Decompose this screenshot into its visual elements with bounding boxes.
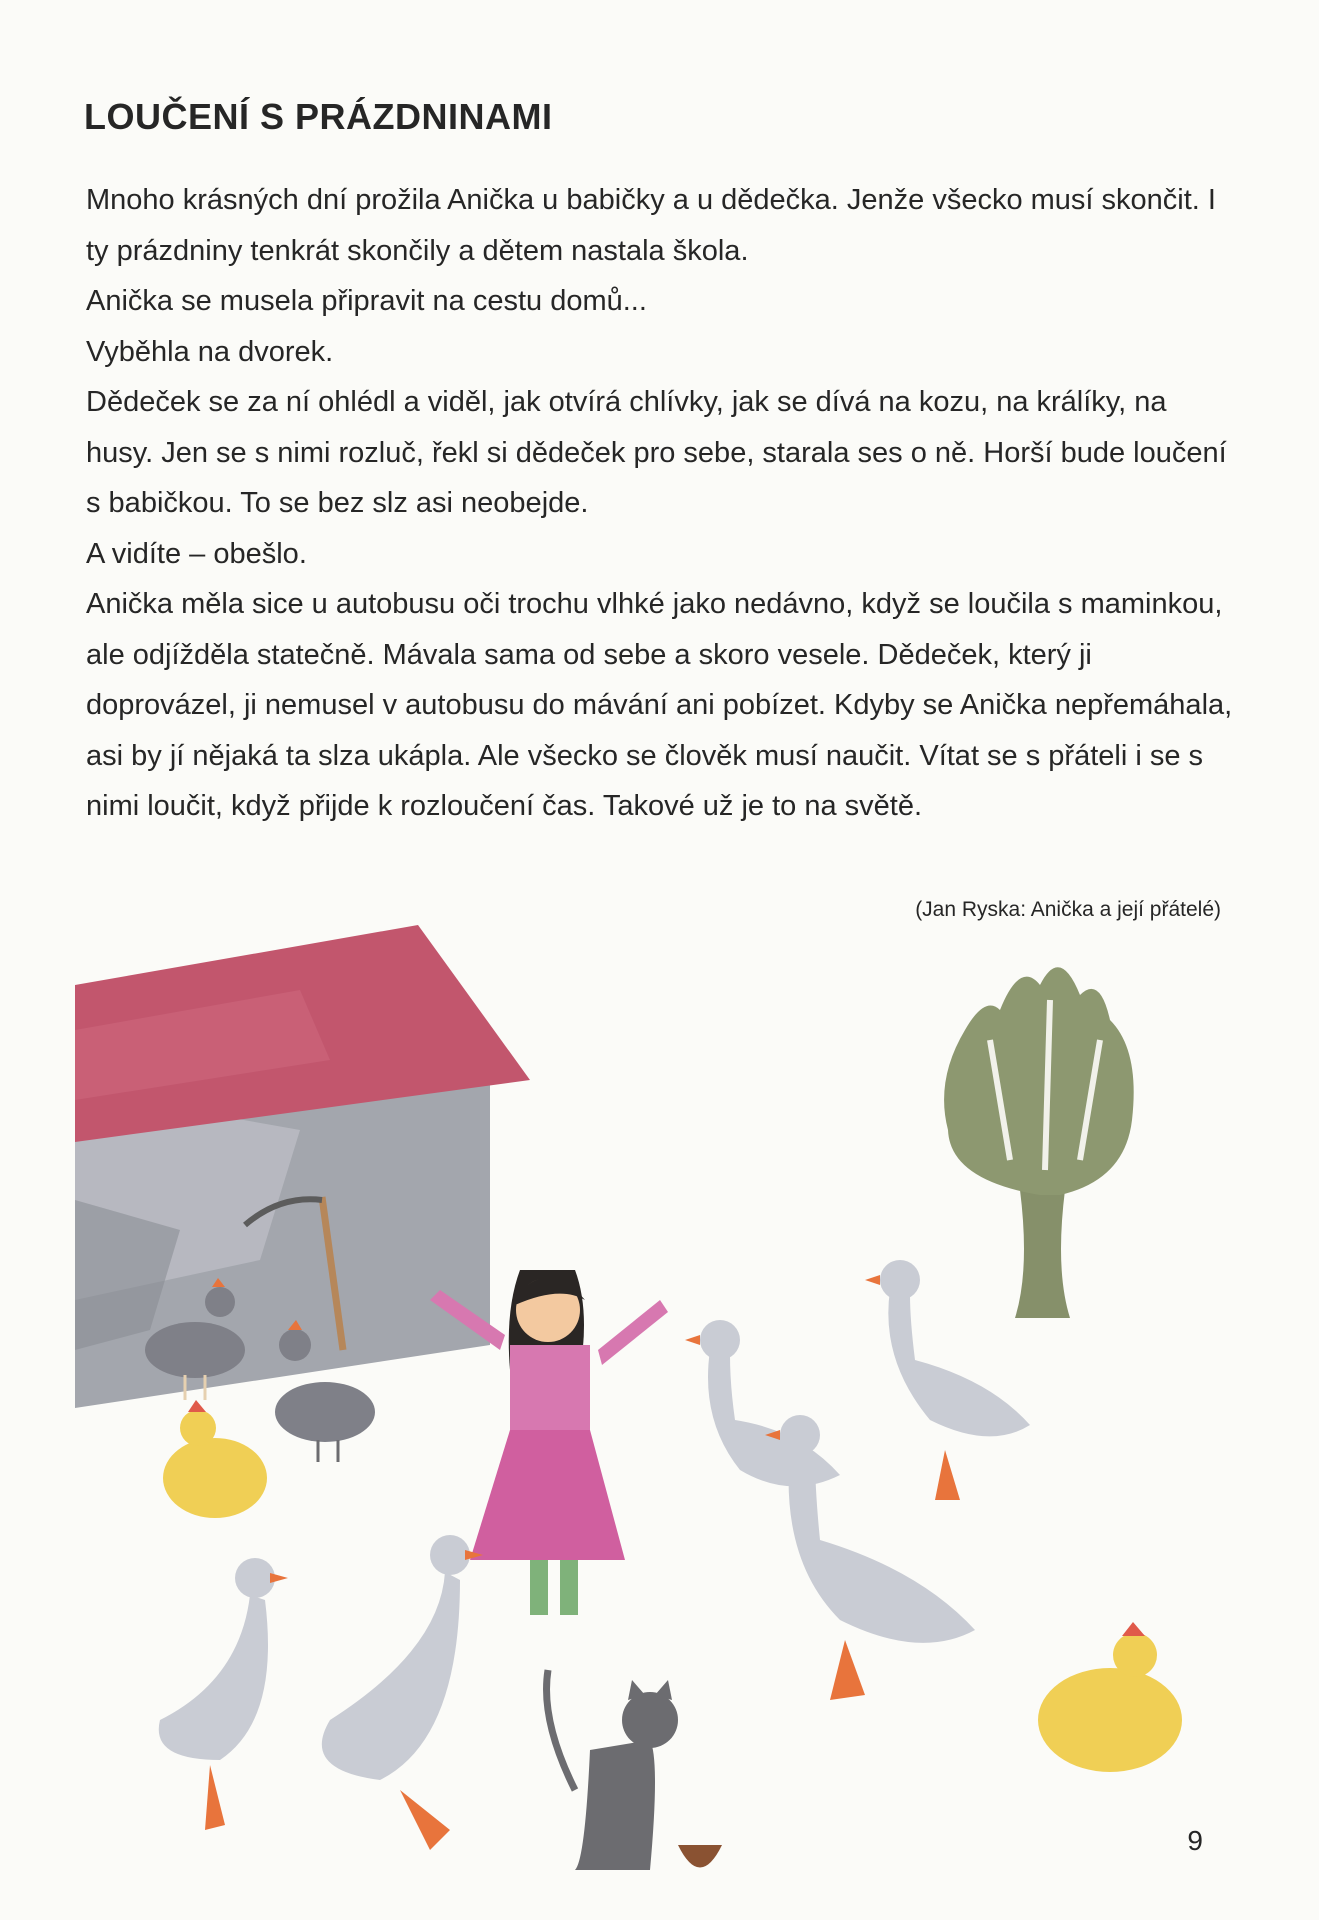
yellow-hen-icon xyxy=(1038,1622,1182,1772)
source-citation: (Jan Ryska: Anička a její přátelé) xyxy=(915,898,1221,921)
cat-illustration xyxy=(547,1670,678,1870)
goose-icon xyxy=(685,1320,840,1486)
yellow-hen-icon xyxy=(163,1400,267,1518)
paragraph: Anička měla sice u autobusu oči trochu vlhké jako nedávno, když se loučila s maminkou, ale odjížděla statečně. Mávala sama od sebe a skoro vesele. Dědeček, který ji doprovázel, ji nemusel v autobusu do mávání ani pobízet. Kdyby se Anička nepřemáhala, asi by jí nějaká ta slza ukápla. Ale všecko se člověk musí naučit. Vítat se s přáteli i se s nimi loučit, když přijde k rozloučení čas. Takové už je to na světě. xyxy=(86,588,1233,822)
farmyard-illustration xyxy=(0,925,1319,1920)
bowl-icon xyxy=(678,1845,722,1868)
paragraph: Dědeček se za ní ohlédl a viděl, jak otvírá chlívky, jak se dívá na kozu, na králíky, na husy. Jen se s nimi rozluč, řekl si dědeček pro sebe, starala ses o ně. Horší bude loučení s babičkou. To se bez slz asi neobejde. xyxy=(86,386,1227,519)
goose-icon xyxy=(865,1260,1030,1500)
paragraph: Mnoho krásných dní prožila Anička u babičky a u dědečka. Jenže všecko musí skončit. I ty prázdniny tenkrát skončily a dětem nastala škola. xyxy=(86,184,1216,267)
paragraph: Vyběhla na dvorek. xyxy=(86,335,334,368)
paragraph: A vidíte – obešlo. xyxy=(86,537,307,570)
paragraph: Anička se musela připravit na cestu domů... xyxy=(86,285,647,317)
goose-icon xyxy=(159,1558,288,1830)
page-title: LOUČENÍ S PRÁZDNINAMI xyxy=(84,96,553,137)
page-number: 9 xyxy=(1187,1825,1203,1856)
goose-icon xyxy=(322,1535,483,1850)
tree-illustration xyxy=(944,967,1134,1318)
story-text xyxy=(86,175,1236,832)
